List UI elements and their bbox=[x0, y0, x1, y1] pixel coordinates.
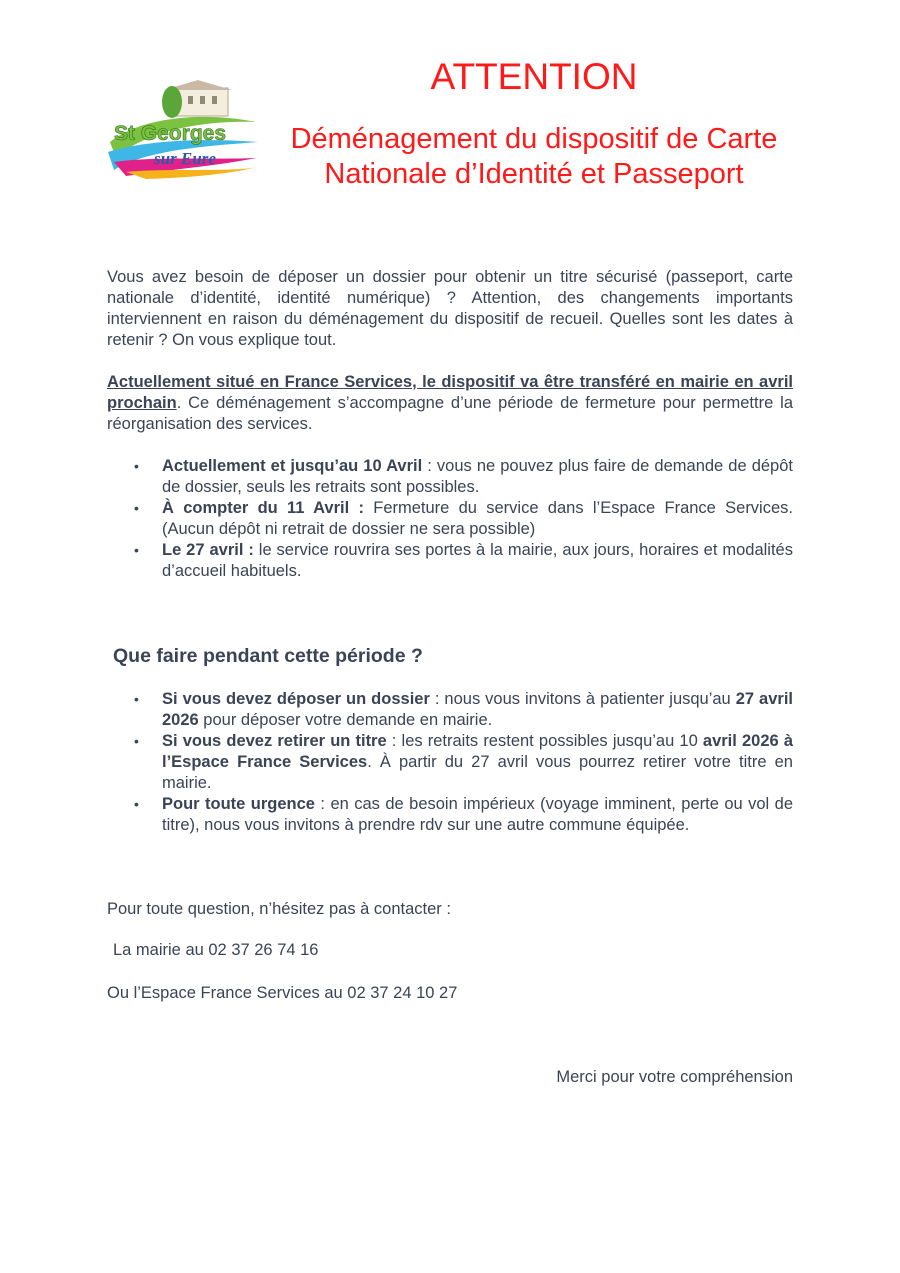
list-item-bold: avril 2026 à l’Espace France Services bbox=[162, 732, 794, 771]
contact-france-services: Ou l’Espace France Services au 02 37 24 10 27 bbox=[107, 984, 458, 1002]
section-heading: Que faire pendant cette période ? bbox=[113, 645, 423, 667]
list-item-text: : vous ne pouvez plus faire de demande de dépôt de dossier, seuls les retraits sont possibles. bbox=[162, 457, 793, 496]
list-item-text: : en cas de besoin impérieux (voyage imminent, perte ou vol de titre), nous vous invitons à prendre rdv sur une autre commune équipée. bbox=[162, 795, 793, 834]
intro-paragraph: Vous avez besoin de déposer un dossier pour obtenir un titre sécurisé (passeport, carte nationale d’identité, identité numérique) ? Attention, des changements importants interviennent en raison du déménagement du dispositif de recueil. Quelles sont les dates à retenir ? On vous explique tout. bbox=[107, 268, 793, 349]
list-item bbox=[107, 540, 793, 582]
actions-list bbox=[107, 689, 793, 836]
logo-text-1: St Georges bbox=[114, 122, 227, 145]
move-notice-emphasis: Actuellement situé en France Services, le dispositif va être transféré en mairie en avril prochain bbox=[107, 373, 793, 412]
list-item-bold: Si vous devez déposer un dossier bbox=[162, 690, 430, 708]
list-item-bold: Pour toute urgence bbox=[162, 795, 315, 813]
town-logo bbox=[106, 80, 262, 180]
subtitle-line-2: Nationale d’Identité et Passeport bbox=[324, 158, 744, 190]
list-item-bold: À compter du 11 Avril : bbox=[162, 499, 364, 517]
list-item bbox=[107, 456, 793, 498]
contact-mairie: La mairie au 02 37 26 74 16 bbox=[113, 941, 319, 959]
list-item-text: Fermeture du service dans l’Espace France Services. (Aucun dépôt ni retrait de dossier ne sera possible) bbox=[162, 499, 793, 538]
timeline-list bbox=[107, 456, 793, 582]
logo-text-2: sur Eure bbox=[154, 149, 216, 168]
list-item-bold: Si vous devez retirer un titre bbox=[162, 732, 387, 750]
closing-text: Merci pour votre compréhension bbox=[556, 1068, 793, 1086]
list-item-text: pour déposer votre demande en mairie. bbox=[198, 711, 493, 729]
list-item-text: : nous vous invitons à patienter jusqu’au bbox=[429, 690, 736, 708]
list-item-bold: 27 avril 2026 bbox=[162, 690, 793, 729]
list-item bbox=[107, 498, 793, 540]
list-item-text: : les retraits restent possibles jusqu’au 10 bbox=[386, 732, 703, 750]
move-notice-text: . Ce déménagement s’accompagne d’une période de fermeture pour permettre la réorganisation des services. bbox=[107, 394, 793, 433]
move-notice-paragraph bbox=[107, 372, 793, 435]
page-title: ATTENTION bbox=[430, 56, 638, 97]
subtitle-line-1: Déménagement du dispositif de Carte bbox=[290, 123, 778, 155]
list-item-bold: Actuellement et jusqu’au 10 Avril bbox=[162, 457, 423, 475]
list-item-text: . À partir du 27 avril vous pourrez retirer votre titre en mairie. bbox=[162, 753, 793, 792]
list-item bbox=[107, 731, 793, 794]
list-item-text: le service rouvrira ses portes à la mairie, aux jours, horaires et modalités d’accueil habituels. bbox=[162, 541, 793, 580]
list-item bbox=[107, 794, 793, 836]
contact-intro: Pour toute question, n’hésitez pas à contacter : bbox=[107, 900, 451, 918]
list-item-bold: Le 27 avril : bbox=[162, 541, 254, 559]
town-logo-graphic bbox=[106, 80, 262, 180]
list-item bbox=[107, 689, 793, 731]
page-subtitle bbox=[262, 122, 806, 192]
